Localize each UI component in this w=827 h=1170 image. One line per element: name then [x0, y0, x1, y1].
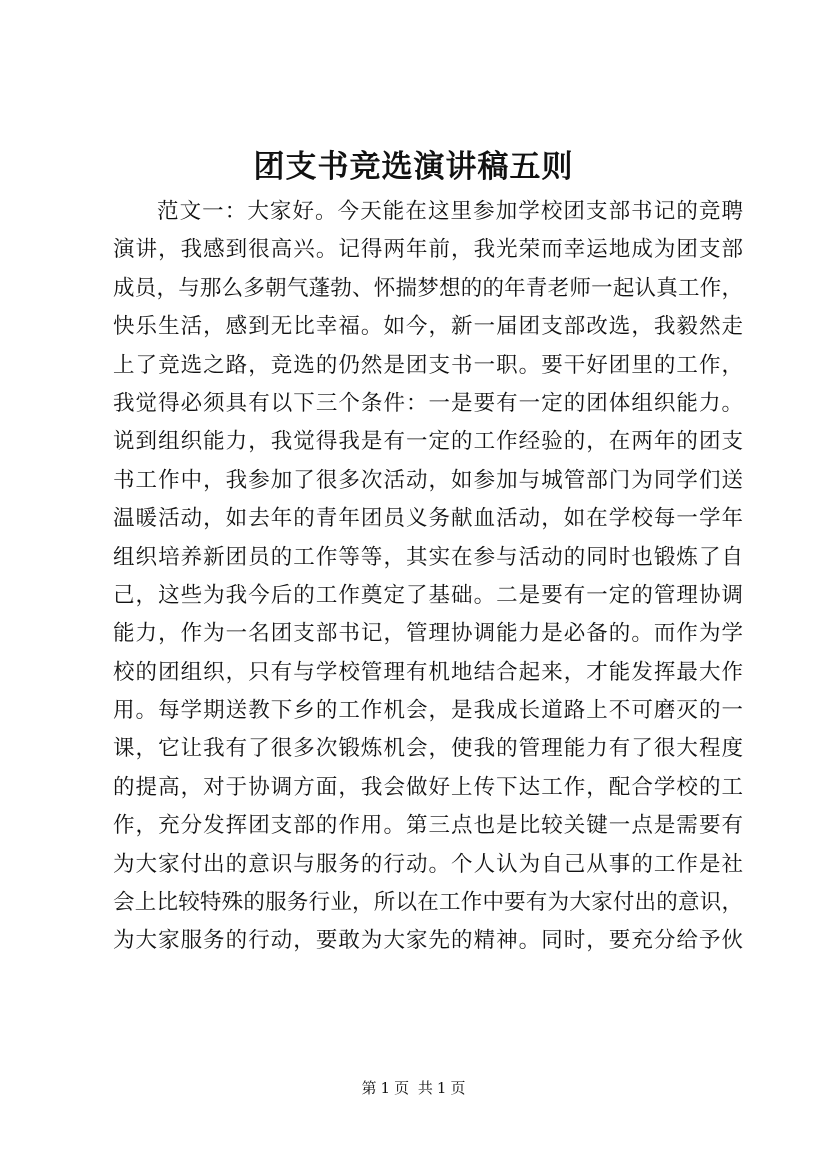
body-line: 为大家服务的行动，要敢为大家先的精神。同时，要充分给予伙: [113, 928, 743, 954]
body-line: 为大家付出的意识与服务的行动。个人认为自己从事的工作是社: [113, 851, 743, 877]
total-label-prefix: 共: [417, 1079, 433, 1097]
body-line: 快乐生活，感到无比幸福。如今，新一届团支部改选，我毅然走: [113, 314, 743, 340]
total-label-suffix: 页: [450, 1079, 466, 1097]
body-line: 己，这些为我今后的工作奠定了基础。二是要有一定的管理协调: [113, 582, 743, 608]
page-footer: [0, 1078, 827, 1098]
body-line: 温暖活动，如去年的青年团员义务献血活动，如在学校每一学年: [113, 506, 743, 532]
body-line: 成员，与那么多朝气蓬勃、怀揣梦想的的年青老师一起认真工作，: [113, 275, 743, 301]
body-line: 校的团组织，只有与学校管理有机地结合起来，才能发挥最大作: [113, 659, 743, 685]
body-line: 组织培养新团员的工作等等，其实在参与活动的同时也锻炼了自: [113, 544, 743, 570]
document-title: 团支书竞选演讲稿五则: [253, 149, 574, 185]
body-line: 我觉得必须具有以下三个条件：一是要有一定的团体组织能力。: [113, 390, 743, 416]
body-line: 演讲，我感到很高兴。记得两年前，我光荣而幸运地成为团支部: [113, 237, 743, 263]
body-line: 能力，作为一名团支部书记，管理协调能力是必备的。而作为学: [113, 621, 743, 647]
body-line: 课，它让我有了很多次锻炼机会，使我的管理能力有了很大程度: [113, 736, 743, 762]
body-line: 的提高，对于协调方面，我会做好上传下达工作，配合学校的工: [113, 774, 743, 800]
page-label-prefix: 第: [361, 1079, 377, 1097]
body-line: 书工作中，我参加了很多次活动，如参加与城管部门为同学们送: [113, 467, 743, 493]
document-body: [113, 193, 743, 961]
body-line: 用。每学期送教下乡的工作机会，是我成长道路上不可磨灭的一: [113, 698, 743, 724]
body-line: 上了竞选之路，竞选的仍然是团支书一职。要干好团里的工作，: [113, 352, 743, 378]
body-line: 作，充分发挥团支部的作用。第三点也是比较关键一点是需要有: [113, 813, 743, 839]
page-label-suffix: 页: [394, 1079, 410, 1097]
body-line: 范文一：大家好。今天能在这里参加学校团支部书记的竞聘: [157, 199, 743, 224]
body-line: 会上比较特殊的服务行业，所以在工作中要有为大家付出的意识，: [113, 890, 743, 916]
page-number: 1: [380, 1079, 391, 1097]
body-line: 说到组织能力，我觉得我是有一定的工作经验的，在两年的团支: [113, 429, 743, 455]
total-pages: 1: [436, 1079, 447, 1097]
